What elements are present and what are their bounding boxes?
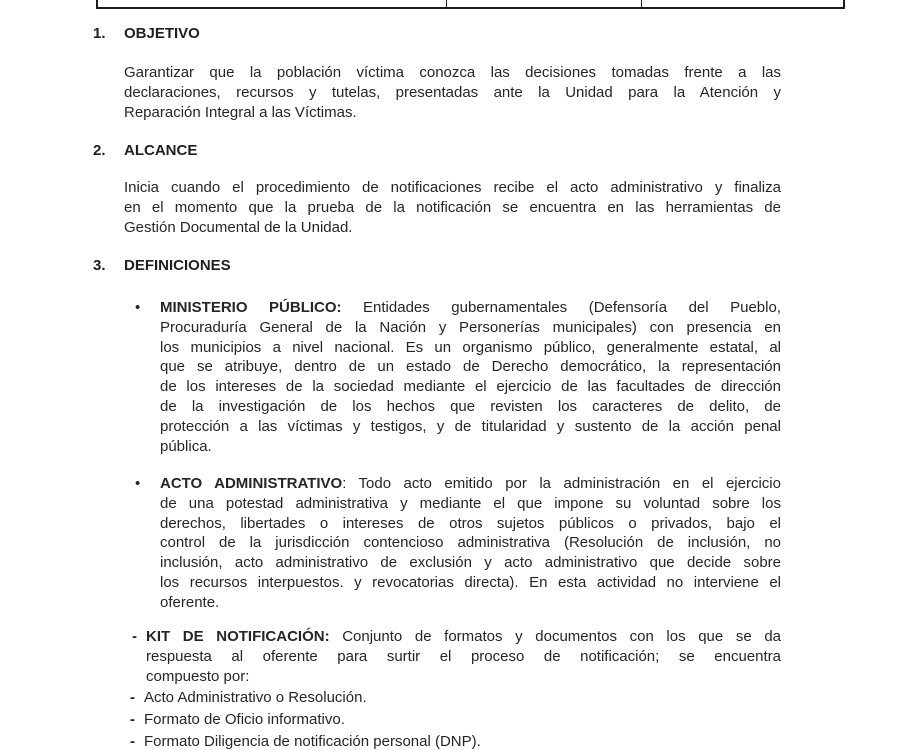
definition-term: ACTO ADMINISTRATIVO <box>160 475 343 492</box>
definition-term: MINISTERIO PÚBLICO: <box>160 299 342 316</box>
dash-icon: - <box>132 628 137 645</box>
list-item-text: Formato de Oficio informativo. <box>144 711 345 728</box>
definition-term: KIT DE NOTIFICACIÓN: <box>146 628 330 645</box>
definition-text: Conjunto de formatos y documentos con los que se da <box>329 628 782 645</box>
dash-icon: - <box>130 733 135 750</box>
text-line: de la investigación de los hechos que revisten los caracteres de delito, de <box>160 397 781 415</box>
list-item-text: Formato Diligencia de notificación personal (DNP). <box>144 733 481 750</box>
table-cell-divider <box>641 0 642 7</box>
bullet-icon: • <box>135 299 141 316</box>
definition-acto-administrativo <box>135 474 781 613</box>
list-item <box>130 709 481 731</box>
text-line: Gestión Documental de la Unidad. <box>124 218 353 236</box>
text-line <box>146 627 781 647</box>
paragraph-objetivo <box>124 63 781 122</box>
section-heading-definiciones <box>93 256 231 276</box>
text-line: en el momento que la prueba de la notificación se encuentra en las herramientas de <box>124 198 781 216</box>
text-line: inclusión, acto administrativo de exclusión y acto administrativo que decide sobre <box>160 554 781 572</box>
table-cell-divider <box>446 0 447 7</box>
text-line: Procuraduría General de la Nación y Personerías municipales) con presencia en <box>160 318 781 336</box>
section-number: 2. <box>93 142 106 159</box>
text-line: pública. <box>160 437 212 455</box>
definition-text: : Todo acto emitido por la administración en el ejercicio <box>342 475 781 492</box>
text-line <box>160 474 781 494</box>
section-title: DEFINICIONES <box>124 257 231 274</box>
text-line: Inicia cuando el procedimiento de notificaciones recibe el acto administrativo y finaliza <box>124 179 781 196</box>
section-number: 1. <box>93 25 106 42</box>
paragraph-alcance <box>124 178 781 237</box>
text-line: compuesto por: <box>146 667 250 685</box>
text-line: oferente. <box>160 593 220 611</box>
text-line: respuesta al oferente para surtir el proceso de notificación; se encuentra <box>146 647 781 665</box>
section-heading-alcance <box>93 141 197 161</box>
text-line: derechos, libertades o intereses de otros sujetos públicos o privados, bajo el <box>160 514 781 532</box>
list-item-text: Acto Administrativo o Resolución. <box>144 689 367 706</box>
definition-body-lines <box>160 318 781 457</box>
table-bottom-border-fragment <box>96 0 845 9</box>
section-heading-objetivo <box>93 24 200 44</box>
text-line: Garantizar que la población víctima conozca las decisiones tomadas frente a las <box>124 64 781 81</box>
text-line: control de la jurisdicción contencioso administrativa (Resolución de inclusión, no <box>160 534 781 552</box>
text-line: Reparación Integral a las Víctimas. <box>124 103 357 121</box>
section-title: OBJETIVO <box>124 25 200 42</box>
section-title: ALCANCE <box>124 142 198 159</box>
text-line: de una potestad administrativa y mediante el que impone su voluntad sobre los <box>160 494 781 512</box>
text-line: los municipios a nivel nacional. Es un organismo público, generalmente estatal, al <box>160 338 781 356</box>
text-line: los recursos interpuestos. y revocatorias directa). En esta actividad no interviene el <box>160 573 781 591</box>
list-item <box>130 731 481 750</box>
definition-kit-de-notificacion <box>132 627 782 686</box>
dash-icon: - <box>130 711 135 728</box>
section-number: 3. <box>93 257 106 274</box>
definition-ministerio-publico <box>135 298 781 456</box>
bullet-icon: • <box>135 475 141 492</box>
text-line <box>160 298 781 318</box>
text-line: que se atribuye, dentro de un estado de Derecho democrático, la representación <box>160 358 781 376</box>
definition-body-lines <box>160 494 781 613</box>
text-line: protección a las víctimas y testigos, y de titularidad y sustento de la acción penal <box>160 417 781 435</box>
dash-icon: - <box>130 689 135 706</box>
definition-body-lines <box>146 647 781 687</box>
text-line: de los intereses de la sociedad mediante el ejercicio de las facultades de dirección <box>160 378 781 396</box>
text-line: declaraciones, recursos y tutelas, presentadas ante la Unidad para la Atención y <box>124 83 781 101</box>
list-item <box>130 687 481 709</box>
kit-components-list <box>130 687 481 750</box>
definition-text: Entidades gubernamentales (Defensoría del Pueblo, <box>341 299 781 316</box>
